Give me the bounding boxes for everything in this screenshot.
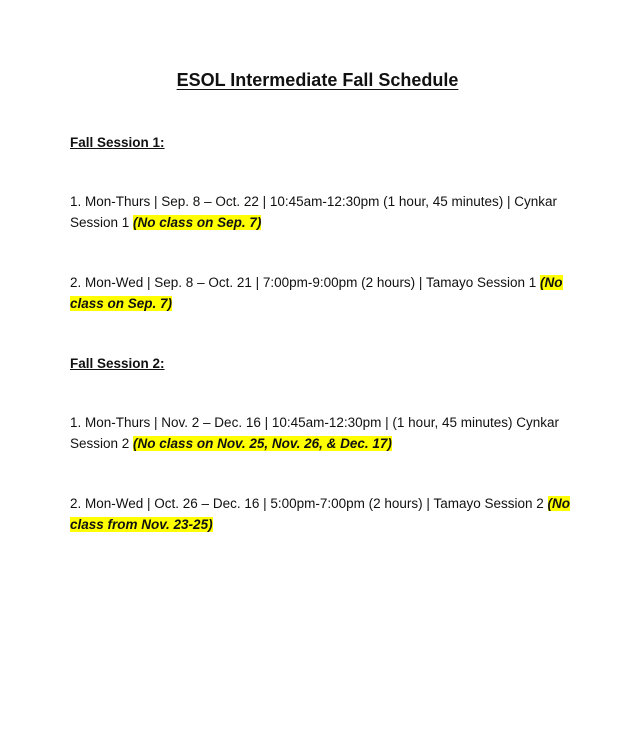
no-class-note: (No class on Sep. 7) xyxy=(70,275,563,311)
session-2-entry-1 xyxy=(70,412,575,454)
session-1-heading: Fall Session 1: xyxy=(70,135,165,150)
session-2-heading: Fall Session 2: xyxy=(70,356,165,371)
entry-text: 1. Mon-Thurs | Nov. 2 – Dec. 16 | 10:45am-12:30pm | (1 hour, 45 minutes) Cynkar Session 2 xyxy=(70,415,559,451)
no-class-note: (No class on Sep. 7) xyxy=(133,215,262,230)
session-2-entry-2 xyxy=(70,493,575,535)
no-class-note: (No class from Nov. 23-25) xyxy=(70,496,570,532)
session-1-entry-2 xyxy=(70,272,575,314)
entry-text: 1. Mon-Thurs | Sep. 8 – Oct. 22 | 10:45am-12:30pm (1 hour, 45 minutes) | Cynkar Session 1 xyxy=(70,194,558,230)
no-class-note: (No class on Nov. 25, Nov. 26, & Dec. 17) xyxy=(133,436,392,451)
document-title: ESOL Intermediate Fall Schedule xyxy=(176,70,459,90)
session-1-entry-1 xyxy=(70,191,575,233)
entry-text: 2. Mon-Wed | Sep. 8 – Oct. 21 | 7:00pm-9:00pm (2 hours) | Tamayo Session 1 xyxy=(70,275,541,290)
entry-text: 2. Mon-Wed | Oct. 26 – Dec. 16 | 5:00pm-7:00pm (2 hours) | Tamayo Session 2 xyxy=(70,496,548,511)
